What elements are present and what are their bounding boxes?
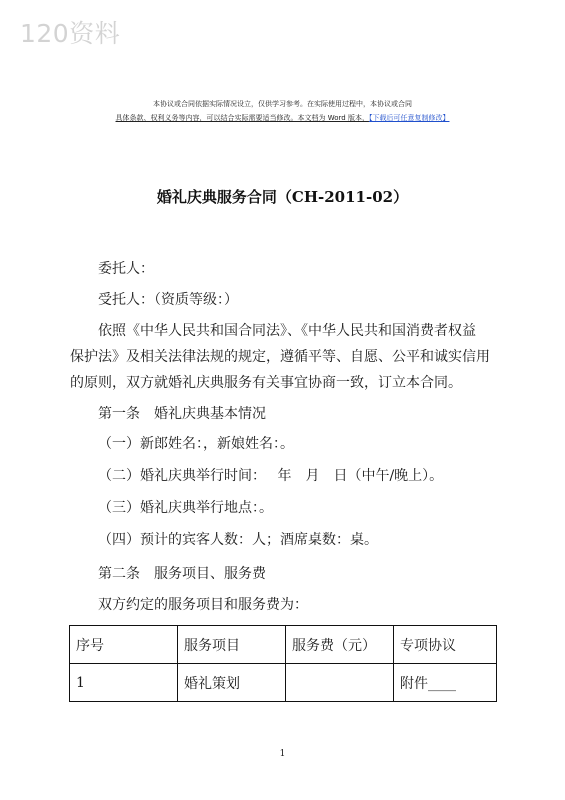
item-guest-count: （四）预计的宾客人数：人；酒席桌数：桌。 [98, 532, 378, 548]
cell-index: 1 [70, 664, 178, 702]
table-row [70, 664, 497, 702]
item-groom-bride: （一）新郎姓名：，新娘姓名：。 [98, 436, 294, 452]
header-cell-index: 序号 [70, 626, 178, 664]
title-code: （CH-2011-02） [276, 188, 409, 206]
fee-intro: 双方约定的服务项目和服务费为： [98, 597, 308, 613]
download-edit-link[interactable]: 【下载后可任意复制修改】 [368, 114, 450, 122]
table-header-row [70, 626, 497, 664]
item-ceremony-time: （二）婚礼庆典举行时间： 年 月 日（中午/晚上）。 [98, 468, 444, 484]
preamble-line1: 依照《中华人民共和国合同法》、《中华人民共和国消费者权益 [98, 323, 476, 339]
page-number: 1 [279, 749, 286, 759]
usage-notice-line2 [0, 111, 565, 125]
article2-heading: 第二条 服务项目、服务费 [98, 566, 266, 582]
item-ceremony-place: （三）婚礼庆典举行地点：。 [98, 500, 273, 516]
document-title [0, 186, 565, 207]
preamble-line3: 的原则，双方就婚礼庆典服务有关事宜协商一致，订立本合同。 [70, 375, 462, 391]
usage-notice-terms: 具体条款、权利义务等内容，可以结合实际需要适当修改。本文档为 Word 版本， [115, 114, 369, 122]
usage-notice-line1: 本协议或合同依据实际情况设立，仅供学习参考。在实际使用过程中，本协议或合同 [153, 100, 412, 108]
header-cell-service: 服务项目 [178, 626, 286, 664]
cell-service: 婚礼策划 [178, 664, 286, 702]
contractor-line: 受托人：（资质等级：） [98, 292, 238, 308]
client-line: 委托人： [98, 261, 154, 277]
header-cell-fee: 服务费（元） [286, 626, 394, 664]
cell-agreement: 附件____ [394, 664, 497, 702]
article1-heading: 第一条 婚礼庆典基本情况 [98, 406, 266, 422]
preamble-line2: 保护法》及相关法律法规的规定，遵循平等、自愿、公平和诚实信用 [70, 349, 490, 365]
cell-fee [286, 664, 394, 702]
header-cell-agreement: 专项协议 [394, 626, 497, 664]
title-text: 婚礼庆典服务合同 [156, 188, 277, 206]
service-fee-table [69, 625, 497, 702]
watermark: 120资料 [20, 19, 121, 48]
